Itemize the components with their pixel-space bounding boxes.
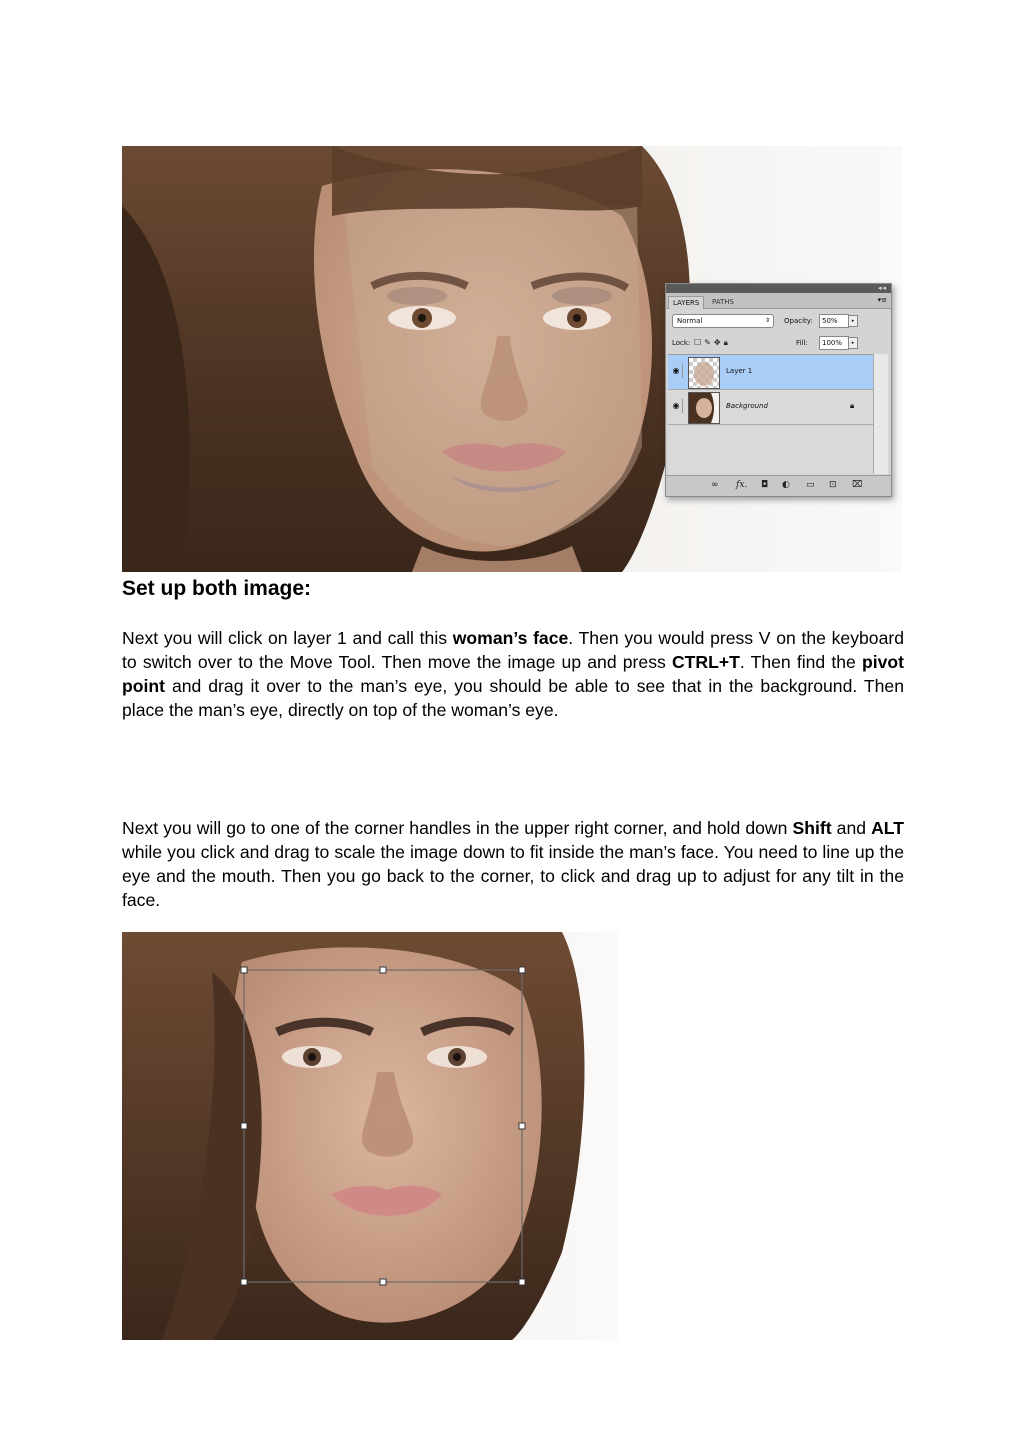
paragraph-2 — [122, 816, 904, 912]
lock-options[interactable] — [694, 337, 731, 349]
paragraph-2-text: while you click and drag to scale the image down to fit inside the man’s face. You need to line up the eye and the mouth. Then you go back to the corner, to click and drag up to adjust for any tilt in the face. — [122, 842, 904, 910]
layer-row-background[interactable] — [668, 390, 873, 425]
collapse-icon[interactable]: ◂◂ — [877, 284, 887, 292]
mask-icon[interactable]: ◘ — [761, 480, 769, 490]
chevron-updown-icon: ⇕ — [764, 317, 770, 324]
panel-footer — [666, 475, 891, 496]
fill-input[interactable]: 100% — [819, 336, 849, 350]
opacity-slider-button[interactable]: ▸ — [848, 315, 858, 327]
paragraph-1-bold: CTRL+T — [671, 652, 740, 672]
folder-icon[interactable]: ▭ — [806, 480, 815, 490]
layer-thumbnail — [688, 392, 720, 424]
panel-tabs — [666, 293, 891, 309]
face-transform-photo-2 — [122, 932, 618, 1340]
paragraph-2-text: and — [831, 818, 872, 838]
layers-scrollbar[interactable] — [873, 354, 888, 474]
face-illustration-2 — [122, 932, 618, 1340]
lock-transparent-icon[interactable]: ☐ — [694, 338, 705, 347]
opacity-label: Opacity: — [784, 317, 813, 325]
panel-menu-icon[interactable]: ▾≡ — [877, 296, 887, 304]
paragraph-1-bold: woman’s face — [452, 628, 569, 648]
paragraph-1-text: and drag it over to the man’s eye, you should be able to see that in the background. Then place the man’s eye, directly on top of the woman’s eye. — [122, 676, 904, 720]
tab-paths[interactable]: PATHS — [712, 298, 735, 306]
paragraph-1-text: Next you will click on layer 1 and call this — [122, 628, 453, 648]
paragraph-1-text: . Then find the — [739, 652, 862, 672]
panel-titlebar[interactable] — [666, 284, 891, 293]
link-icon[interactable]: ∞ — [711, 480, 719, 490]
adjustment-icon[interactable]: ◐ — [782, 480, 790, 490]
layer-row-layer-1[interactable] — [668, 355, 873, 390]
blend-mode-select[interactable] — [672, 314, 774, 328]
layer-name[interactable]: Layer 1 — [726, 367, 753, 375]
lock-fill-row — [672, 336, 884, 350]
layers-list — [668, 354, 873, 475]
lock-icon: 🔒︎ — [850, 401, 855, 410]
section-heading: Set up both image: — [122, 577, 311, 600]
layers-panel — [665, 283, 892, 497]
trash-icon[interactable]: ⌧ — [852, 480, 863, 490]
paragraph-2-bold: Shift — [792, 818, 832, 838]
lock-move-icon[interactable]: ✥ — [713, 338, 724, 347]
visibility-eye-icon[interactable]: ◉ — [670, 364, 683, 378]
tab-layers[interactable]: LAYERS — [668, 296, 704, 309]
paragraph-1 — [122, 626, 904, 722]
fill-slider-button[interactable]: ▸ — [848, 337, 858, 349]
blend-opacity-row — [672, 314, 884, 328]
paragraph-1-text: . Then you would press V on the keyboard to switch over to the Move Tool. Then move the image up and press — [122, 628, 905, 672]
layer-1-thumb-face — [689, 358, 719, 388]
background-thumb-face — [689, 393, 719, 423]
fx-icon[interactable]: fx. — [736, 480, 748, 490]
paragraph-1-bold: pivot point — [122, 652, 904, 696]
paragraph-2-bold: ALT — [871, 818, 904, 838]
lock-paint-icon[interactable]: ✎ — [704, 338, 714, 347]
face-composite-photo-1 — [122, 146, 902, 572]
new-layer-icon[interactable]: ⊡ — [829, 480, 837, 490]
paragraph-2-text: Next you will go to one of the corner handles in the upper right corner, and hold down — [122, 818, 793, 838]
fill-label: Fill: — [796, 339, 808, 347]
layer-name[interactable]: Background — [726, 402, 768, 410]
lock-label: Lock: — [672, 339, 691, 347]
blend-mode-value: Normal — [677, 317, 703, 325]
layer-thumbnail — [688, 357, 720, 389]
lock-all-icon[interactable]: 🔒︎ — [723, 338, 731, 347]
visibility-eye-icon[interactable]: ◉ — [670, 399, 683, 413]
opacity-input[interactable]: 50% — [819, 314, 849, 328]
